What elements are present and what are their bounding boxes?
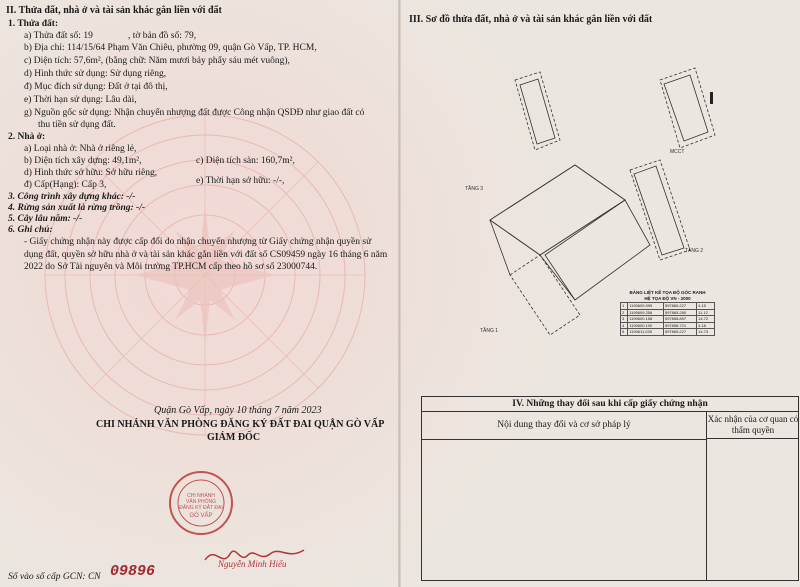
coord-row: 3 1190600.158 597858.897 14.72 [621, 316, 715, 323]
notes-heading: 6. Ghi chú: [8, 225, 53, 235]
serial-label: Số vào sổ cấp GCN: CN [8, 572, 101, 582]
changes-table [421, 396, 799, 581]
coord-row: 5 1190611.039 597865.227 14.73 [621, 329, 715, 336]
issuing-agency: CHI NHÁNH VĂN PHÒNG ĐĂNG KÝ ĐẤT ĐAI QUẬN GÒ VẤP [96, 419, 385, 430]
director-signature [200, 540, 310, 570]
land-use-purpose: đ) Mục đích sử dụng: Đất ở tại đô thị, [24, 82, 168, 92]
issue-date: Quận Gò Vấp, ngày 10 tháng 7 năm 2023 [154, 405, 322, 416]
land-origin-cont: thu tiền sử dụng đất. [38, 120, 116, 130]
svg-text:GÒ VẤP: GÒ VẤP [189, 513, 213, 519]
changes-col-confirmation: Xác nhận của cơ quan có thẩm quyền [707, 411, 799, 439]
plan-label-floor1: TẦNG 1 [480, 328, 499, 334]
house-ownership: d) Hình thức sở hữu: Sở hữu riêng, [24, 168, 158, 178]
svg-text:CHI NHÁNH: CHI NHÁNH [187, 493, 215, 499]
official-stamp [168, 470, 234, 536]
section-title-ii: II. Thửa đất, nhà ở và tài sản khác gắn liền với đất [6, 5, 222, 16]
left-panel [0, 0, 398, 587]
svg-text:VĂN PHÒNG: VĂN PHÒNG [185, 499, 217, 505]
serial-number: 09896 [110, 563, 156, 580]
coordinate-table [620, 290, 715, 350]
changes-col-content: Nội dung thay đổi và cơ sở pháp lý [422, 411, 707, 440]
coord-row: 1 1190609.095 597865.227 4.15 [621, 303, 715, 310]
land-use-form: d) Hình thức sử dụng: Sử dụng riêng, [24, 69, 167, 79]
house-grade: đ) Cấp(Hạng): Cấp 3, [24, 180, 107, 190]
house-type: a) Loại nhà ở: Nhà ở riêng lẻ, [24, 144, 137, 154]
section-title-iii: III. Sơ đồ thửa đất, nhà ở và tài sản khác gắn liền với đất [409, 14, 653, 25]
changes-table-title: IV. Những thay đổi sau khi cấp giấy chứng nhận [422, 397, 798, 412]
coord-table-title: BẢNG LIỆT KÊ TỌA ĐỘ GÓC RANH [629, 290, 706, 295]
coord-table-subtitle: HỆ TỌA ĐỘ VN - 2000 [644, 296, 691, 301]
coord-row: 4 1190600.100 597858.721 4.18 [621, 322, 715, 329]
land-use-term: e) Thời hạn sử dụng: Lâu dài, [24, 95, 137, 105]
land-parcel-number: a) Thửa đất số: 19 [24, 31, 93, 41]
house-heading: 2. Nhà ở: [8, 132, 46, 142]
land-map-sheet: , tờ bản đồ số: 79, [128, 31, 197, 41]
plan-label-roof: MCCT [670, 149, 685, 155]
changes-table-divider [706, 439, 707, 581]
north-arrow-icon [710, 92, 713, 104]
perennial-trees: 5. Cây lâu năm: -/- [8, 214, 83, 224]
land-heading: 1. Thửa đất: [8, 19, 59, 29]
other-construction: 3. Công trình xây dựng khác: -/- [8, 192, 136, 202]
house-floor-area: c) Diện tích sàn: 160,7m², [196, 156, 295, 166]
house-building-area: b) Diện tích xây dựng: 49,1m², [24, 156, 142, 166]
production-forest: 4. Rừng sản xuất là rừng trồng: -/- [8, 203, 146, 213]
land-area: c) Diện tích: 57,6m², (bằng chữ: Năm mươi bảy phẩy sáu mét vuông), [24, 56, 290, 66]
coord-row: 2 1190609.256 597865.280 11.12 [621, 309, 715, 316]
land-origin: g) Nguồn gốc sử dụng: Nhận chuyển nhượng đất được Công nhận QSDĐ như giao đất có [24, 108, 365, 118]
house-ownership-term: e) Thời hạn sở hữu: -/-, [196, 176, 285, 186]
svg-text:Nguyễn Minh Hiếu: Nguyễn Minh Hiếu [218, 559, 287, 569]
svg-text:ĐĂNG KÝ ĐẤT ĐAI: ĐĂNG KÝ ĐẤT ĐAI [179, 505, 223, 511]
plan-label-floor3: TẦNG 3 [465, 186, 484, 192]
plan-label-floor2: TẦNG 2 [685, 248, 704, 254]
notes-text: - Giấy chứng nhận này được cấp đổi do nhận chuyển nhượng từ Giấy chứng nhận quyền sử dụng đất, quyền sở hữu nhà ở và tài sản khác gắn liền với đất số CS09459 ngày 16 tháng 6 năm 2022 do Sở Tài nguyên và Môi trường TP.HCM cấp theo hồ sơ số 23000744. [24, 237, 388, 272]
land-address: b) Địa chỉ: 114/15/64 Phạm Văn Chiêu, phường 09, quận Gò Vấp, TP. HCM, [24, 43, 317, 53]
director-title: GIÁM ĐỐC [207, 432, 261, 443]
